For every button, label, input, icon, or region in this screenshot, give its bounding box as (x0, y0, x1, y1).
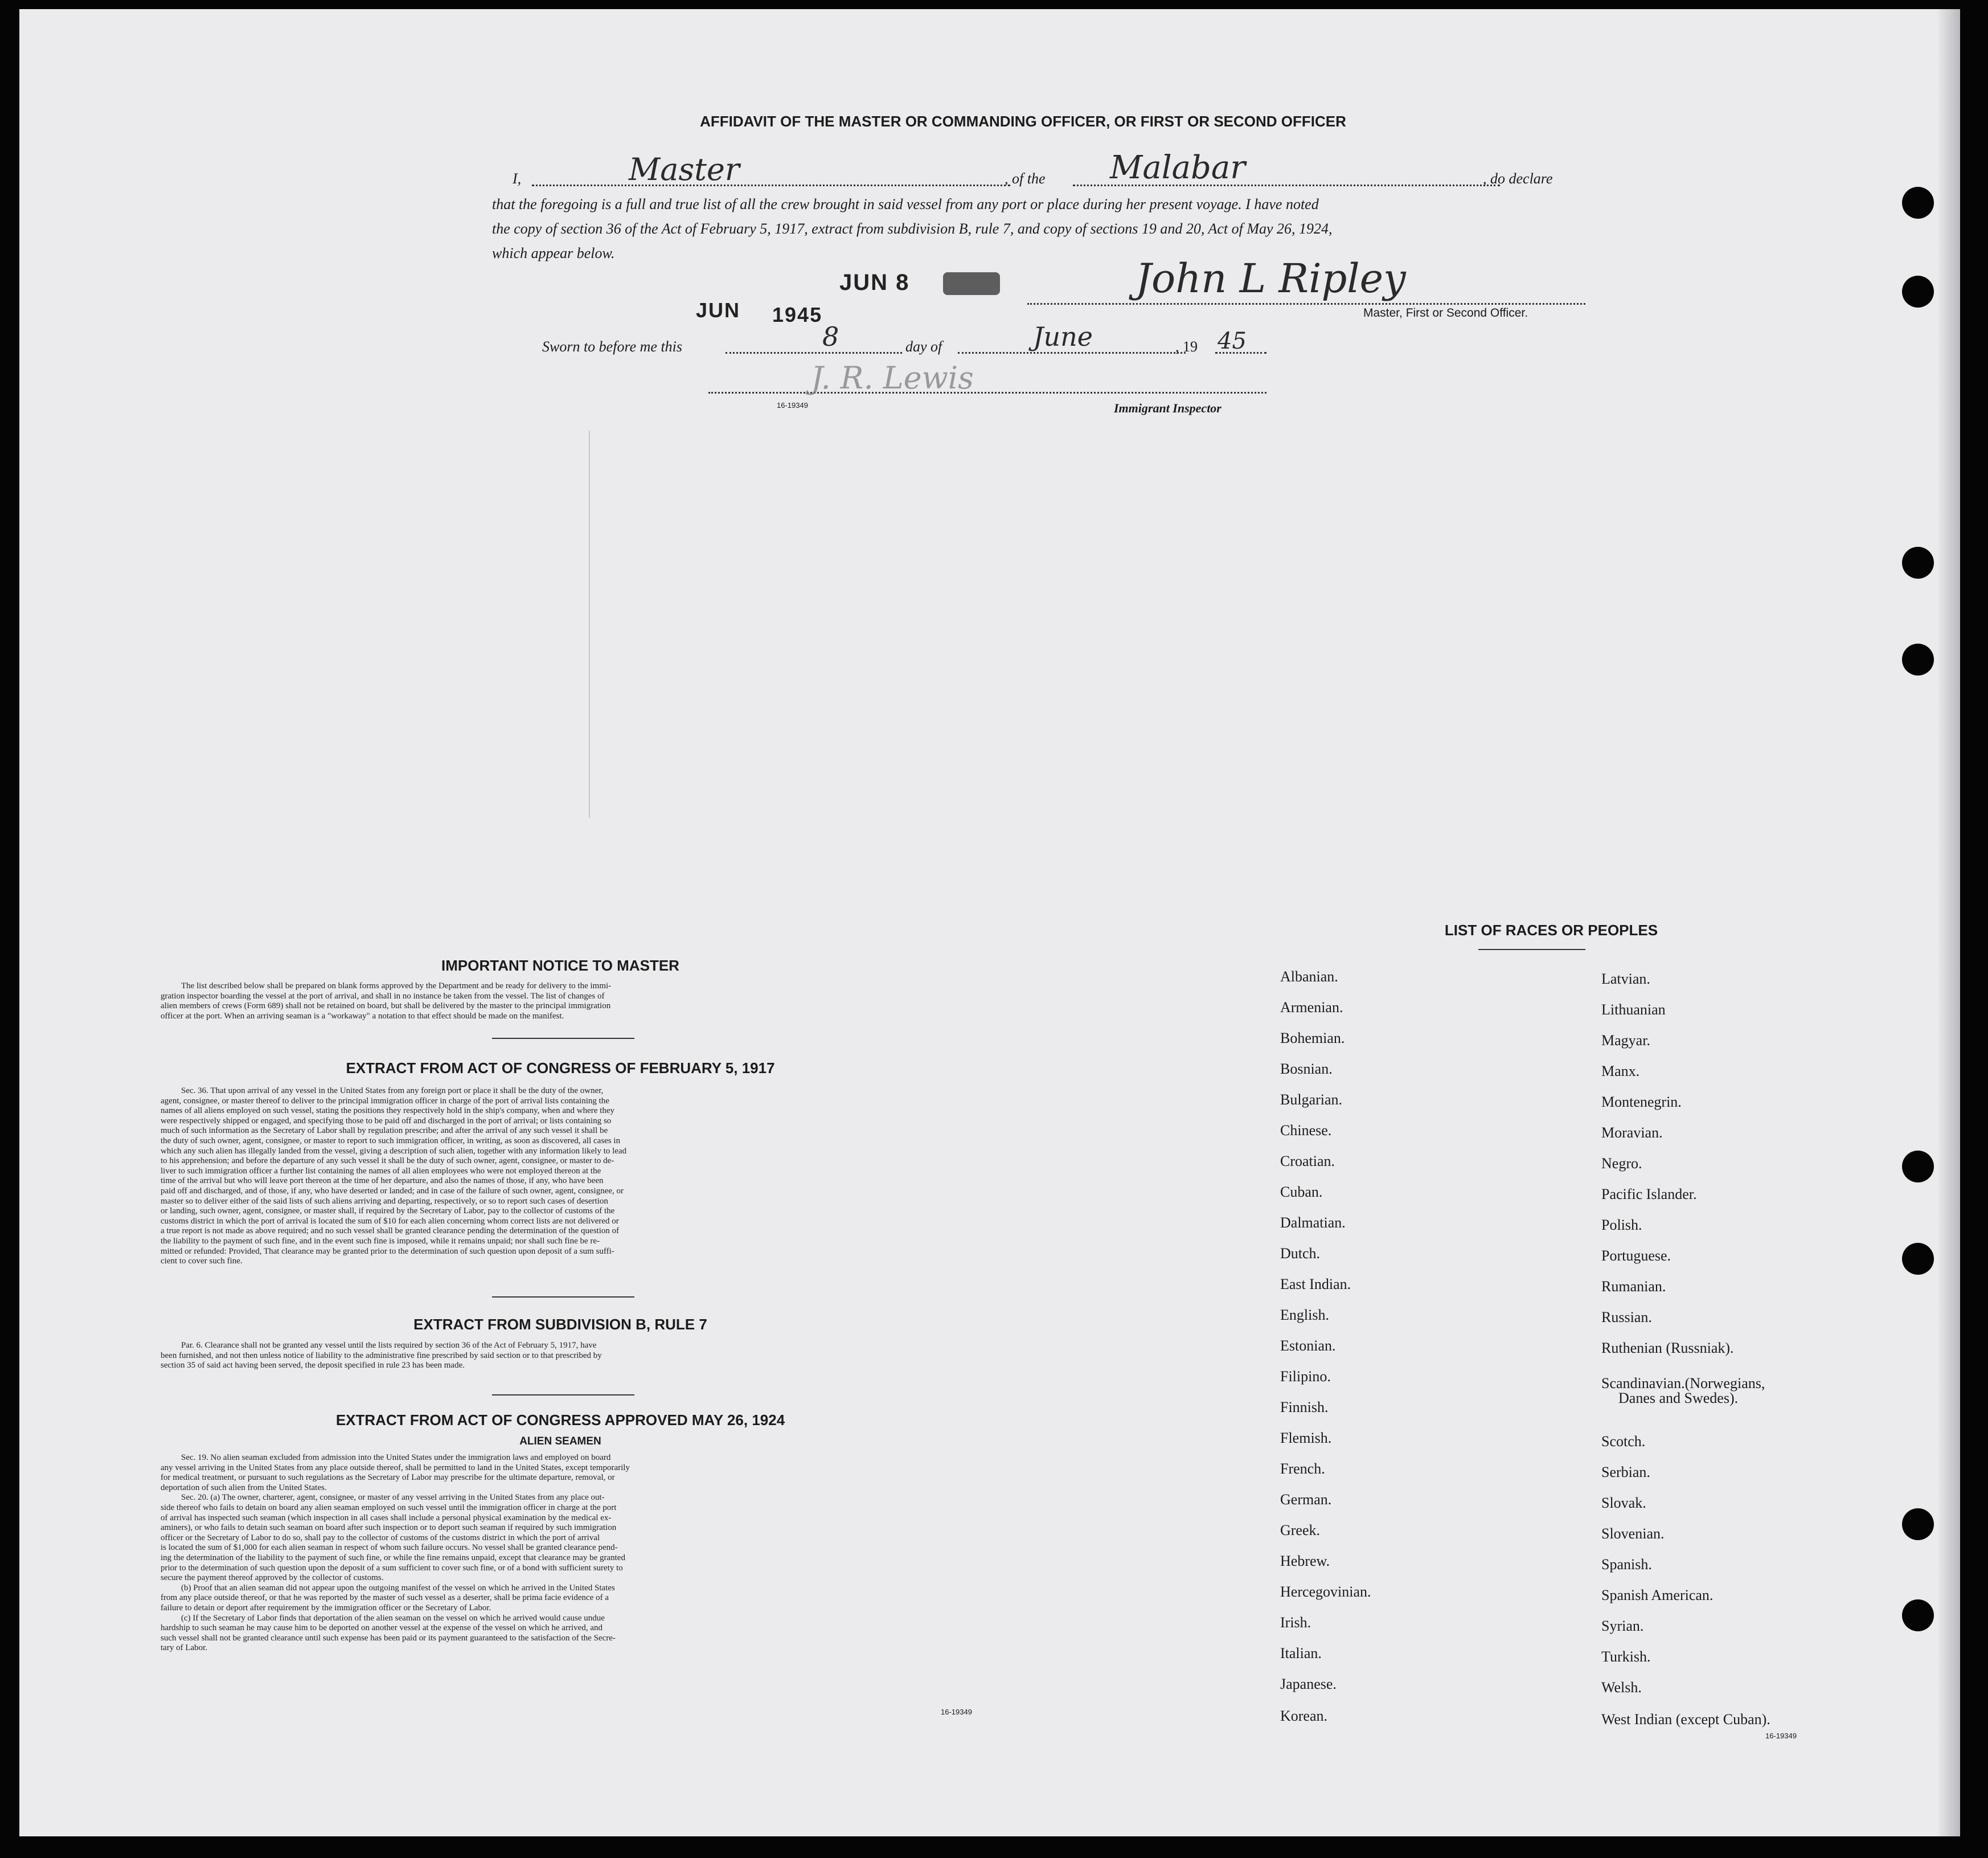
extract-1924-line: officer or the Secretary of Labor to do so, shall pay to the collector of customs of the customs district in which the port of arrival (161, 1533, 600, 1542)
extract-1917-line: a true report is not made as above required; and no such vessel shall be granted clearance pending the determination of the question of (161, 1226, 620, 1236)
binder-hole (1902, 1508, 1934, 1540)
extract-1924-line: ing the determination of the liability to the payment of such fine, or while the fine remains unpaid, except that clearance may be granted (161, 1553, 625, 1562)
races-title: LIST OF RACES OR PEOPLES (1444, 922, 1658, 939)
divider (492, 1296, 634, 1298)
race-left: Cuban. (1280, 1184, 1323, 1200)
race-right: Pacific Islander. (1601, 1186, 1697, 1202)
right-edge-shadow (1938, 9, 1960, 1836)
month-handwritten: June (1033, 321, 1093, 352)
extract-1917-line: to his apprehension; and before the departure of any such vessel it shall be the duty of such owner, agent, consignee, or master to de- (161, 1156, 614, 1166)
race-left: Irish. (1280, 1614, 1311, 1631)
extract-1924-line: such vessel shall not be granted clearance until such expense has been paid or its payment guaranteed to the satisfaction of the Secre- (161, 1633, 616, 1643)
extract-1917-line: master so to deliver either of the said lists of such aliens arriving and departing, respectively, or so to report such cases of desertion (161, 1196, 608, 1206)
extract-1924-line: deportation of such alien from the United States. (161, 1483, 327, 1492)
line1-prefix: I, (513, 170, 522, 187)
race-right: Ruthenian (Russniak). (1601, 1340, 1734, 1356)
extract-1917-line: or landing, such owner, agent, consignee, or master shall, if required by the Secretary of Labor, pay to the collector of customs of the (161, 1206, 615, 1216)
date-stamp-jun: JUN (696, 298, 741, 322)
race-right: Latvian. (1601, 971, 1650, 987)
race-left: Armenian. (1280, 999, 1343, 1016)
extract-1924-line: secure the payment thereof approved by the collector of customs. (161, 1573, 384, 1583)
divider (492, 1038, 634, 1039)
day-handwritten: 8 (822, 321, 839, 352)
race-left: Croatian. (1280, 1153, 1335, 1169)
race-left: Japanese. (1280, 1676, 1337, 1692)
race-left: German. (1280, 1491, 1332, 1508)
month-blank (958, 352, 1186, 354)
day-of-text: day of (905, 338, 942, 355)
binder-hole (1902, 1243, 1934, 1275)
extract-1924-line: (b) Proof that an alien seaman did not appear upon the outgoing manifest of the vessel on which he arrived in the United States (181, 1583, 615, 1593)
extract-1924-title: EXTRACT FROM ACT OF CONGRESS APPROVED MAY 26, 1924 (335, 1411, 785, 1429)
extract-1924-line: any vessel arriving in the United States from any place outside thereof, shall be permitted to land in the United States, except temporarily (161, 1463, 630, 1472)
extract-1924-subtitle: ALIEN SEAMEN (519, 1435, 601, 1447)
extract-1924-line: hardship to such seaman he may cause him to be deported on another vessel at the expense of the vessel on which he arrived, and (161, 1623, 603, 1633)
extract-1924-line: for medical treatment, or pursuant to such regulations as the Secretary of Labor may prescribe for the ultimate departure, removal, or (161, 1473, 615, 1483)
notice-line: The list described below shall be prepared on blank forms approved by the Department and be ready for delivery to the immi- (181, 981, 612, 991)
binder-hole (1902, 547, 1934, 579)
race-right: Moravian. (1601, 1124, 1663, 1141)
race-left: Estonian. (1280, 1337, 1336, 1354)
extract-rule7-line: been furnished, and not then unless notice of liability to the administrative fine prescribed by said section or to that prescribed by (161, 1350, 602, 1360)
stamp-smudge (943, 272, 1000, 295)
race-left: Korean. (1280, 1708, 1328, 1724)
race-right: Magyar. (1601, 1032, 1650, 1049)
of-the-text: , of the (1005, 170, 1046, 187)
notice-line: alien members of crews (Form 689) shall not be retained on board, but shall be delivered by the master to the principal immigration (161, 1001, 611, 1011)
race-left: Dutch. (1280, 1245, 1321, 1262)
binder-hole (1902, 276, 1934, 308)
race-right: Serbian. (1601, 1464, 1650, 1480)
race-right: Rumanian. (1601, 1278, 1666, 1295)
extract-1924-line: Sec. 19. No alien seaman excluded from admission into the United States under the immigration laws and employed on board (181, 1453, 611, 1462)
extract-1917-line: time of the arrival but who will leave port thereon at the time of her departure, and also the names of those, if any, who have been (161, 1176, 604, 1186)
race-right: Montenegrin. (1601, 1094, 1682, 1110)
declaration-line-2: that the foregoing is a full and true list of all the crew brought in said vessel from any port or place during her present voyage. I have noted (492, 196, 1319, 212)
extract-1924-line: side thereof who fails to detain on board any alien seaman employed on such vessel until the immigration officer in charge at the port (161, 1503, 617, 1512)
race-left: Hebrew. (1280, 1553, 1330, 1569)
races-form-number: 16-19349 (1765, 1732, 1797, 1740)
race-right: Lithuanian (1601, 1001, 1666, 1018)
race-left: Italian. (1280, 1645, 1322, 1661)
race-right: Turkish. (1601, 1648, 1651, 1665)
race-right: Slovak. (1601, 1495, 1646, 1511)
race-left: English. (1280, 1307, 1329, 1323)
extract-1917-line: paid off and discharged, and of those, if any, who have deserted or landed; and in case of the failure of such owner, agent, consignee, or (161, 1186, 624, 1196)
race-right: Russian. (1601, 1309, 1652, 1325)
race-right: Spanish. (1601, 1556, 1652, 1573)
extract-1924-line: tary of Labor. (161, 1643, 208, 1653)
race-right: Syrian. (1601, 1618, 1644, 1634)
race-right: Polish. (1601, 1217, 1642, 1233)
race-right-continuation: Danes and Swedes). (1618, 1390, 1739, 1406)
notice-line: officer at the port. When an arriving seaman is a "workaway" a notation to that effect should be made on the manifest. (161, 1011, 564, 1021)
race-right: Portuguese. (1601, 1247, 1671, 1264)
inspector-caption: Immigrant Inspector (1114, 401, 1222, 415)
notice-line: gration inspector boarding the vessel at the port of arrival, and shall in no instance be taken from the vessel. The list of changes of (161, 991, 605, 1001)
race-left: East Indian. (1280, 1276, 1351, 1292)
race-left: Chinese. (1280, 1122, 1332, 1139)
extract-1917-line: mitted or refunded: Provided, That clearance may be granted prior to the determination of such question upon deposit of a sum suffi- (161, 1246, 614, 1256)
race-right: Spanish American. (1601, 1587, 1714, 1603)
extract-form-number: 16-19349 (941, 1708, 972, 1716)
extract-1924-text (161, 1453, 967, 1654)
race-left: Hercegovinian. (1280, 1583, 1371, 1600)
date-stamp-1945: 1945 (772, 303, 823, 326)
extract-1917-text (161, 1086, 967, 1267)
declaration-line-4: which appear below. (492, 245, 615, 261)
extract-1924-line: prior to the determination of such question upon the deposit of a sum sufficient to cover such fine, or of a bond with sufficient surety to (161, 1563, 623, 1573)
fold-line (589, 431, 590, 818)
extract-rule7-title: EXTRACT FROM SUBDIVISION B, RULE 7 (413, 1316, 707, 1333)
inspector-signature-handwritten: J. R. Lewis (811, 360, 974, 396)
binder-hole (1902, 187, 1934, 219)
extract-1917-line: the duty of such owner, agent, consignee, or master to report to such immigration officer, in writing, as soon as discovered, all cases in (161, 1136, 621, 1145)
do-declare-text: , do declare (1483, 170, 1553, 187)
affidavit-title: AFFIDAVIT OF THE MASTER OR COMMANDING OFFICER, OR FIRST OR SECOND OFFICER (700, 113, 1346, 130)
signature-line (1027, 303, 1585, 305)
extract-rule7-text (161, 1341, 967, 1371)
extract-1917-line: much of such information as the Secretary of Labor shall by regulation prescribe; and after the arrival of any such vessel it shall be (161, 1126, 608, 1136)
extract-1924-line: failure to detain or deport after requirement by the immigration officer or the Secretary of Labor. (161, 1603, 491, 1613)
extract-rule7-line: section 35 of said act having been served, the deposit specified in rule 23 has been made. (161, 1361, 465, 1370)
extract-1917-line: names of all aliens employed on such vessel, stating the positions they respectively hold in the ship's company, when and where they (161, 1106, 614, 1116)
officer-name-blank (532, 185, 1010, 186)
extract-1924-line: of arrival has inspected such seaman (which inspection in all cases shall include a personal physical examination by the medical ex- (161, 1513, 612, 1523)
notice-text (161, 981, 967, 1021)
race-right: West Indian (except Cuban). (1601, 1711, 1770, 1728)
race-left: Albanian. (1280, 968, 1338, 985)
extract-1924-line: (c) If the Secretary of Labor finds that deportation of the alien seaman on the vessel on which he arrived would cause undue (181, 1613, 605, 1623)
officer-name-handwritten: Master (629, 152, 740, 187)
binder-hole (1902, 1599, 1934, 1631)
extract-1924-line: from any place outside thereof, or that he was reported by the master of such vessel as a deserter, shall be prima facie evidence of a (161, 1593, 609, 1603)
extract-1917-line: agent, consignee, or master thereof to deliver to the principal immigration officer in charge of the port of arrival lists containing the (161, 1096, 609, 1106)
extract-1917-line: liver to such immigration officer a further list containing the names of all alien employees who were not employed thereon at the (161, 1166, 601, 1176)
race-left: Dalmatian. (1280, 1214, 1346, 1231)
extract-1917-line: Sec. 36. That upon arrival of any vessel in the United States from any foreign port or place it shall be the duty of the owner, (181, 1086, 604, 1095)
sworn-prefix: Sworn to before me this (542, 338, 683, 355)
signature-caption: Master, First or Second Officer. (1363, 306, 1528, 320)
day-blank (725, 352, 902, 354)
vessel-handwritten: Malabar (1110, 149, 1246, 186)
extract-1917-line: cient to cover such fine. (161, 1257, 243, 1266)
race-left: Bulgarian. (1280, 1091, 1343, 1108)
year-prefix: , 19 (1175, 338, 1198, 355)
race-left: Bosnian. (1280, 1061, 1333, 1077)
race-left: Greek. (1280, 1522, 1321, 1538)
race-left: Finnish. (1280, 1399, 1329, 1415)
race-left: Filipino. (1280, 1368, 1331, 1385)
extract-1924-line: Sec. 20. (a) The owner, charterer, agent, consignee, or master of any vessel arriving in the United States from any place out- (181, 1493, 605, 1503)
year-handwritten: 45 (1218, 328, 1247, 354)
divider (492, 1394, 634, 1395)
race-left: French. (1280, 1460, 1325, 1477)
races-divider (1478, 949, 1585, 950)
extract-1917-line: the liability to the payment of such fine, and in the event such fine is imposed, while it remains unpaid; nor shall such fine be re- (161, 1236, 600, 1246)
extract-1924-line: is located the sum of $1,000 for each alien seaman in respect of whom such failure occurs. No vessel shall be granted clearance pend- (161, 1543, 618, 1553)
master-signature-handwritten: John L Ripley (1136, 255, 1406, 302)
race-right: Scandinavian.(Norwegians, (1601, 1375, 1765, 1392)
inspector-line (708, 392, 1266, 394)
extract-1917-title: EXTRACT FROM ACT OF CONGRESS OF FEBRUARY 5, 1917 (346, 1059, 775, 1077)
race-right: Scotch. (1601, 1433, 1646, 1450)
notice-title: IMPORTANT NOTICE TO MASTER (441, 957, 679, 974)
race-left: Bohemian. (1280, 1030, 1345, 1046)
binder-hole (1902, 1151, 1934, 1182)
extract-rule7-line: Par. 6. Clearance shall not be granted any vessel until the lists required by section 36 of the Act of February 5, 1917, have (181, 1341, 597, 1350)
race-right: Negro. (1601, 1155, 1642, 1172)
extract-1917-line: were respectively shipped or engaged, and specifying those to be paid off and discharged in the port of arrival; or lists containing so (161, 1116, 612, 1126)
declaration-line-3: the copy of section 36 of the Act of February 5, 1917, extract from subdivision B, rule 7, and copy of sections 19 and 20, Act of May 26, 1924, (492, 220, 1333, 237)
race-left: Flemish. (1280, 1430, 1332, 1446)
race-right: Slovenian. (1601, 1525, 1665, 1542)
race-right: Welsh. (1601, 1679, 1642, 1696)
document-page (19, 9, 1960, 1836)
date-stamp-jun8: JUN 8 (839, 270, 910, 295)
affidavit-form-number: 16-19349 (777, 401, 808, 410)
extract-1924-line: aminers), or who fails to detain such seaman on board after such inspection or to deport such seaman if required by such immigration (161, 1523, 617, 1533)
binder-hole (1902, 644, 1934, 676)
extract-1917-line: which any such alien has illegally landed from the vessel, giving a description of such alien, together with any information likely to lead (161, 1146, 627, 1156)
race-right: Manx. (1601, 1063, 1640, 1079)
extract-1917-line: customs district in which the port of arrival is located the sum of $10 for each alien concerning whom correct lists are not delivered or (161, 1216, 619, 1226)
